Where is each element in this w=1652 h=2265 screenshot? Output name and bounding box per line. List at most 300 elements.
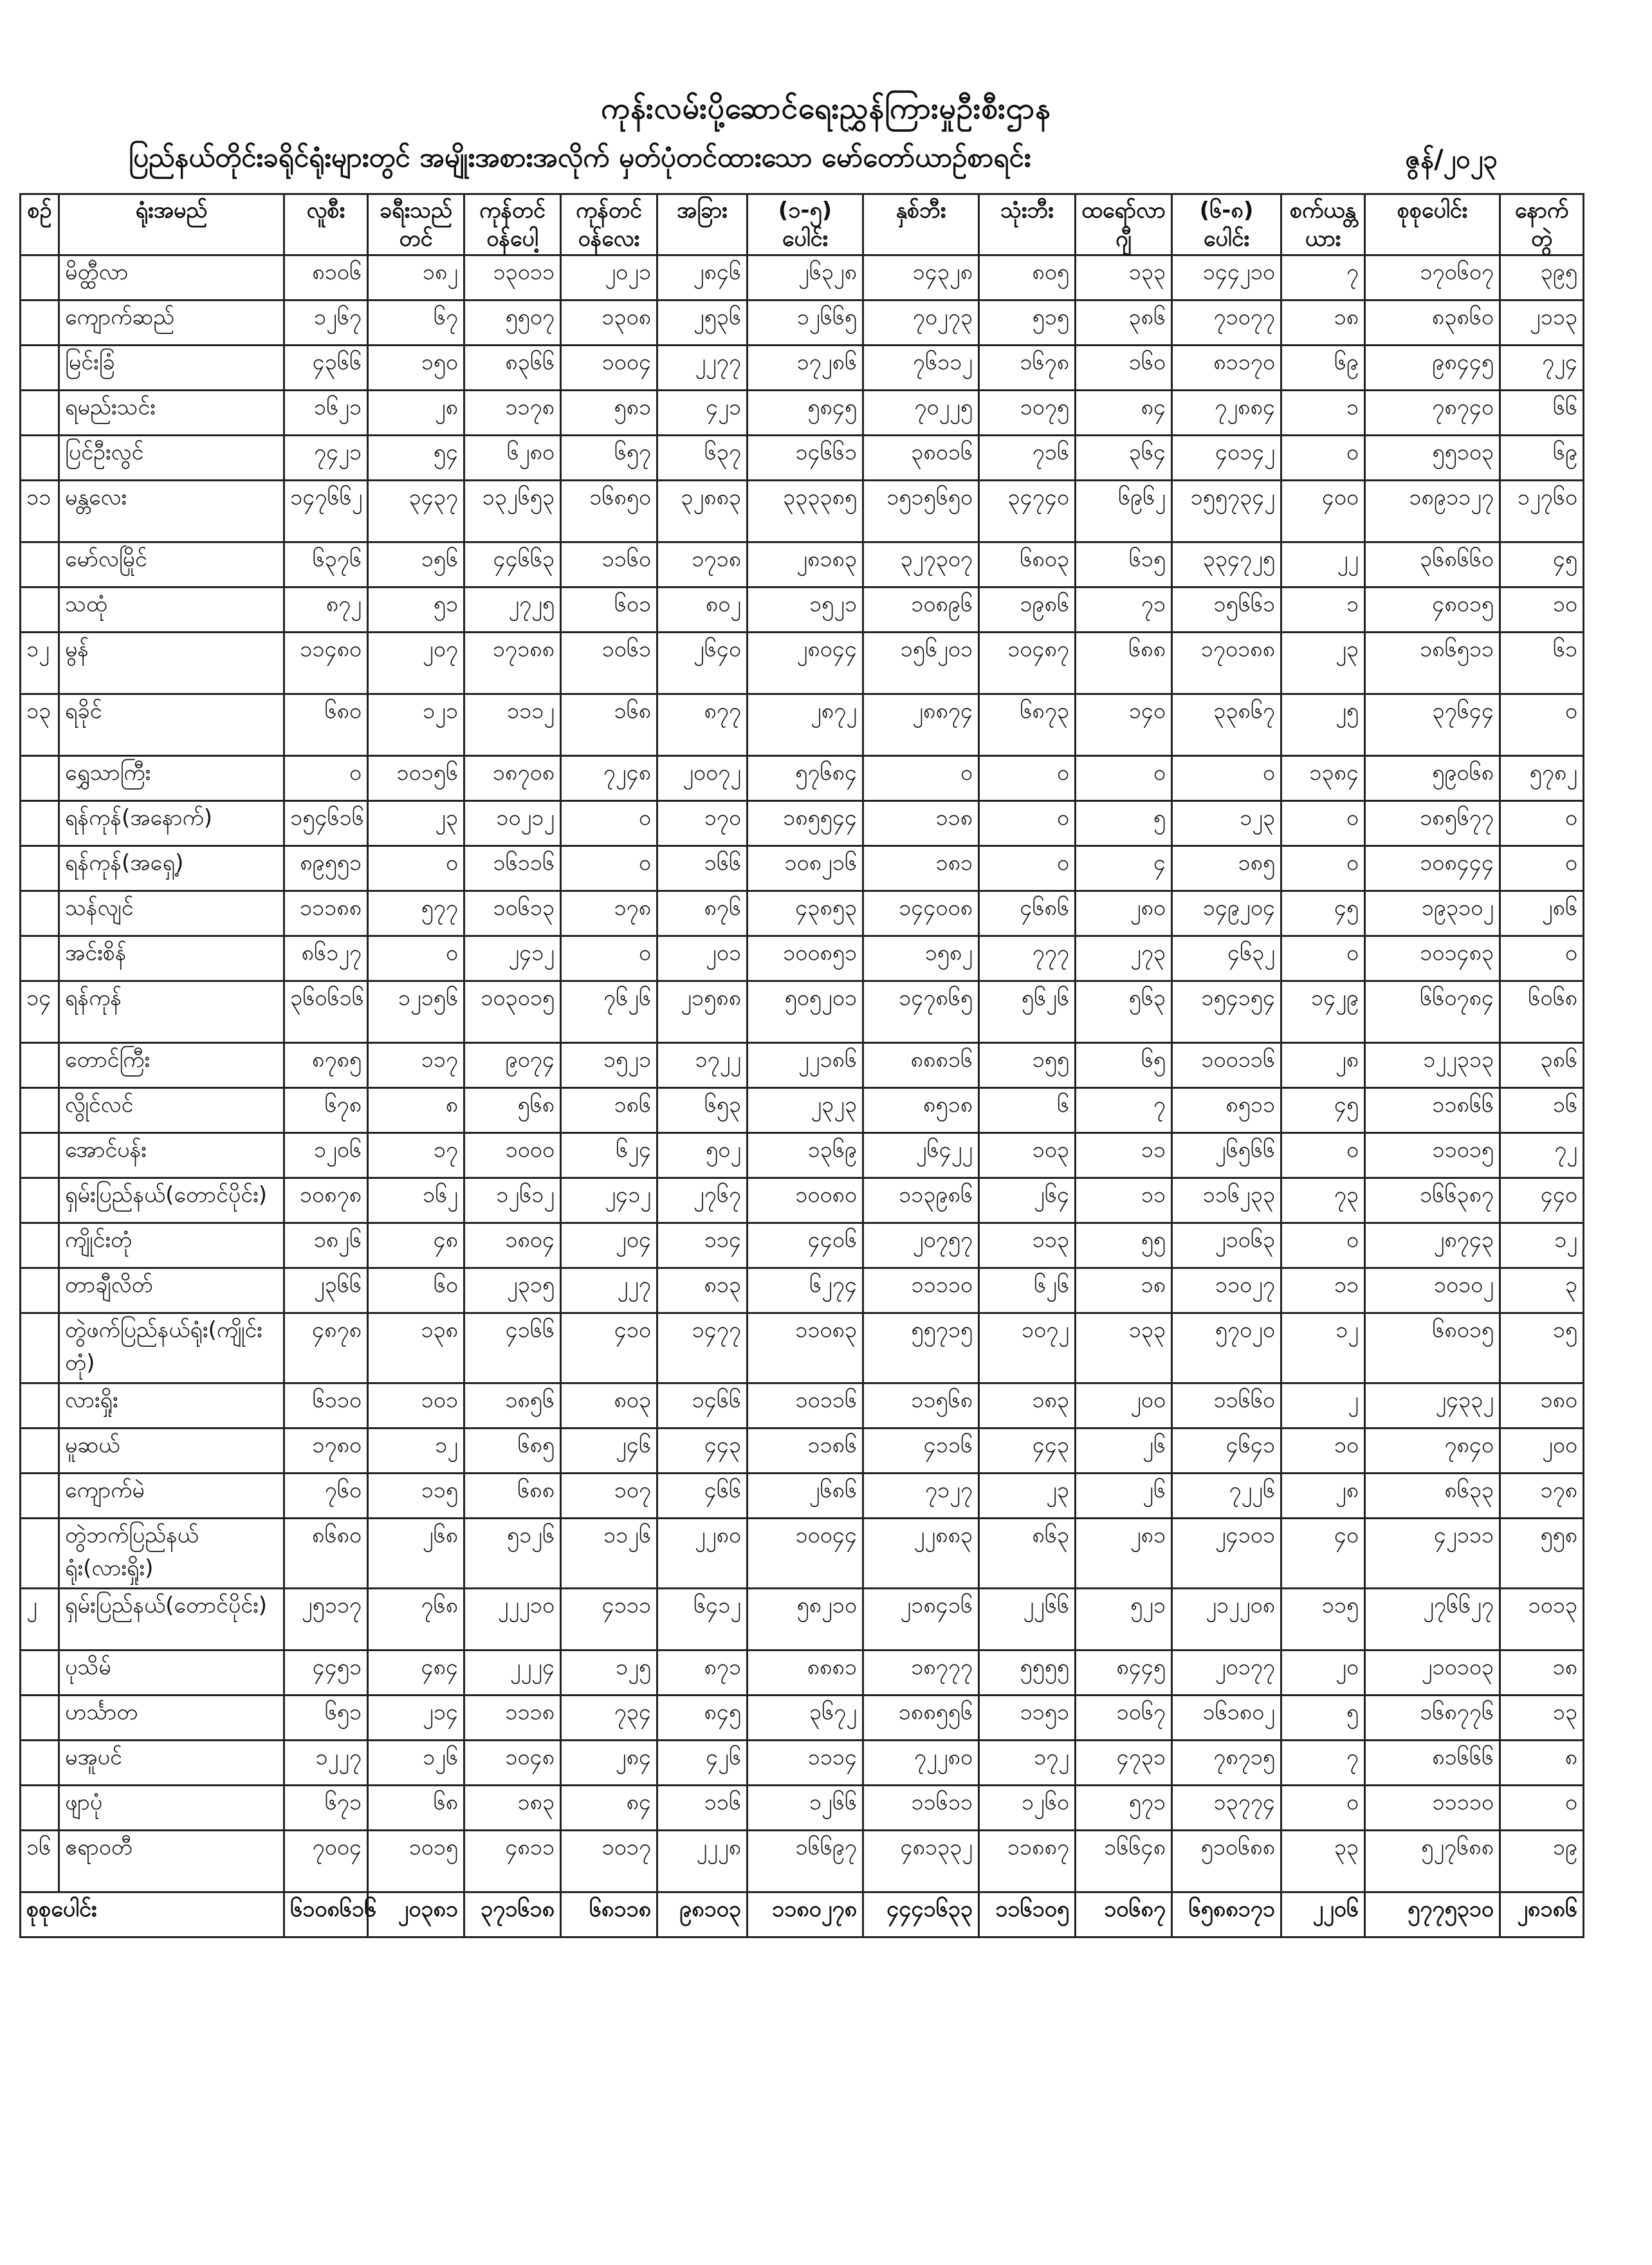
cell-value: ၁၀၀၈၀ bbox=[748, 1178, 863, 1223]
table-row bbox=[21, 481, 1584, 542]
table-row bbox=[21, 1223, 1584, 1268]
cell-value: ၁၁၈၆ bbox=[748, 1428, 863, 1474]
cell-value: ၈၅၁၈ bbox=[863, 1088, 979, 1133]
cell-value: ၄၇၃၁ bbox=[1076, 1741, 1172, 1786]
cell-value: ၁၉၈၆ bbox=[979, 587, 1076, 633]
cell-value: ၈၀၂ bbox=[657, 587, 748, 633]
cell-value: ၀ bbox=[1172, 756, 1281, 801]
cell-value: ၄၁၁၆ bbox=[863, 1428, 979, 1474]
cell-value: ၂၈ bbox=[1281, 1043, 1365, 1088]
cell-value: ၆၂၈၀ bbox=[464, 436, 561, 481]
row-number bbox=[21, 587, 59, 633]
office-name: မြင်းခြံ bbox=[59, 346, 284, 391]
cell-value: ၁၆၀ bbox=[1076, 346, 1172, 391]
table-row bbox=[21, 1383, 1584, 1428]
cell-value: ၆၂၆ bbox=[979, 1268, 1076, 1313]
cell-value: ၁၃၈၄ bbox=[1281, 756, 1365, 801]
cell-value: ၅၁၀၆၈၈ bbox=[1172, 1831, 1281, 1892]
cell-value: ၇၂၂၈၀ bbox=[863, 1741, 979, 1786]
cell-value: ၃၈၆ bbox=[1500, 1043, 1584, 1088]
cell-value: ၁၄၆၆၁ bbox=[748, 436, 863, 481]
cell-value: ၇၂၄၈ bbox=[561, 756, 657, 801]
row-number: ၁၂ bbox=[21, 633, 59, 694]
cell-value: ၀ bbox=[368, 936, 464, 981]
cell-value: ၇၆၂၆ bbox=[561, 981, 657, 1043]
cell-value: ၄၁၁၁ bbox=[561, 1589, 657, 1650]
cell-value: ၁၁၀၁၅ bbox=[1365, 1133, 1500, 1178]
cell-value: ၁၀၄၈ bbox=[464, 1741, 561, 1786]
cell-value: ၂၃ bbox=[368, 801, 464, 846]
cell-value: ၁၀၀၀ bbox=[464, 1133, 561, 1178]
cell-value: ၀ bbox=[561, 936, 657, 981]
cell-value: ၈၄၅ bbox=[657, 1696, 748, 1741]
total-value: ၆၅၈၈၁၇၁ bbox=[1172, 1892, 1281, 1937]
cell-value: ၂၂၂၄ bbox=[464, 1650, 561, 1696]
office-name: ရန်ကုန် bbox=[59, 981, 284, 1043]
cell-value: ၂၈၁၈၃ bbox=[748, 542, 863, 587]
table-row bbox=[21, 436, 1584, 481]
cell-value: ၇၈၄၀ bbox=[1365, 1428, 1500, 1474]
cell-value: ၁၈၂၆ bbox=[284, 1223, 368, 1268]
table-row bbox=[21, 1519, 1584, 1589]
row-number bbox=[21, 801, 59, 846]
cell-value: ၁၂၆၆ bbox=[748, 1786, 863, 1831]
cell-value: ၁၀၁၄၈၃ bbox=[1365, 936, 1500, 981]
cell-value: ၁၈၅၆ bbox=[464, 1383, 561, 1428]
cell-value: ၂၄၃၃၂ bbox=[1365, 1383, 1500, 1428]
cell-value: ၆၅ bbox=[1076, 1043, 1172, 1088]
cell-value: ၁၁၇၈ bbox=[464, 391, 561, 436]
cell-value: ၂၆၈၆ bbox=[748, 1474, 863, 1519]
cell-value: ၁၃၃ bbox=[1076, 255, 1172, 300]
cell-value: ၂၂၈၀ bbox=[657, 1519, 748, 1589]
column-header: နောက်တွဲ bbox=[1500, 194, 1584, 255]
column-header: စဉ် bbox=[21, 194, 59, 255]
cell-value: ၁၁၈၈၇ bbox=[979, 1831, 1076, 1892]
cell-value: ၁၀၀၈၅၁ bbox=[748, 936, 863, 981]
office-name: ရခိုင် bbox=[59, 694, 284, 756]
cell-value: ၀ bbox=[1281, 801, 1365, 846]
cell-value: ၂၈၀ bbox=[1076, 891, 1172, 936]
cell-value: ၃၃၃၃၈၅ bbox=[748, 481, 863, 542]
cell-value: ၆၅၁ bbox=[284, 1696, 368, 1741]
total-value: ၃၇၁၆၁၈ bbox=[464, 1892, 561, 1937]
cell-value: ၁၂ bbox=[1500, 1223, 1584, 1268]
table-row bbox=[21, 542, 1584, 587]
cell-value: ၁၁၀၂၇ bbox=[1172, 1268, 1281, 1313]
cell-value: ၁၈၅၅၄၄ bbox=[748, 801, 863, 846]
row-number bbox=[21, 1133, 59, 1178]
cell-value: ၃၈၆ bbox=[1076, 300, 1172, 346]
cell-value: ၅၅၇၁၅ bbox=[863, 1313, 979, 1383]
cell-value: ၇၀၀၄ bbox=[284, 1831, 368, 1892]
cell-value: ၁၁၃ bbox=[979, 1223, 1076, 1268]
cell-value: ၁၂၃ bbox=[1172, 801, 1281, 846]
cell-value: ၁ bbox=[1281, 391, 1365, 436]
cell-value: ၂၁၁၃ bbox=[1500, 300, 1584, 346]
cell-value: ၇၆၈ bbox=[368, 1589, 464, 1650]
cell-value: ၂၇၆၇ bbox=[657, 1178, 748, 1223]
cell-value: ၁၂ bbox=[1281, 1313, 1365, 1383]
cell-value: ၁၆၆၃၈၇ bbox=[1365, 1178, 1500, 1223]
cell-value: ၂၂၇၇ bbox=[657, 346, 748, 391]
cell-value: ၄၅ bbox=[1281, 1088, 1365, 1133]
cell-value: ၁၀ bbox=[1281, 1428, 1365, 1474]
cell-value: ၁၁၆၆၀ bbox=[1172, 1383, 1281, 1428]
cell-value: ၀ bbox=[1500, 801, 1584, 846]
cell-value: ၁၈၁ bbox=[863, 846, 979, 891]
cell-value: ၀ bbox=[979, 801, 1076, 846]
total-value: ၂၈၁၈၆ bbox=[1500, 1892, 1584, 1937]
table-row bbox=[21, 1741, 1584, 1786]
cell-value: ၆၈၀၃ bbox=[979, 542, 1076, 587]
cell-value: ၅၅၁၀၃ bbox=[1365, 436, 1500, 481]
cell-value: ၄၂၁ bbox=[657, 391, 748, 436]
cell-value: ၁၁၆၀ bbox=[561, 542, 657, 587]
cell-value: ၁၀၀၄၄ bbox=[748, 1519, 863, 1589]
row-number bbox=[21, 391, 59, 436]
cell-value: ၁၁၃၉၈၆ bbox=[863, 1178, 979, 1223]
cell-value: ၅၀၅၂၀၁ bbox=[748, 981, 863, 1043]
cell-value: ၂၁၂၂၀၈ bbox=[1172, 1589, 1281, 1650]
cell-value: ၁၅၁၅၆၅၀ bbox=[863, 481, 979, 542]
cell-value: ၂၇၂၅ bbox=[464, 587, 561, 633]
cell-value: ၁၈ bbox=[1500, 1650, 1584, 1696]
cell-value: ၁၈၉၁၁၂၇ bbox=[1365, 481, 1500, 542]
row-number bbox=[21, 1223, 59, 1268]
cell-value: ၇၁၂၇ bbox=[863, 1474, 979, 1519]
cell-value: ၈၅၁၁ bbox=[1172, 1088, 1281, 1133]
cell-value: ၂၃ bbox=[1281, 633, 1365, 694]
cell-value: ၁၂ bbox=[368, 1428, 464, 1474]
cell-value: ၂၀၀ bbox=[1076, 1383, 1172, 1428]
cell-value: ၂၀၁ bbox=[657, 936, 748, 981]
office-name: ရှမ်းပြည်နယ်(တောင်ပိုင်း) bbox=[59, 1589, 284, 1650]
cell-value: ၇ bbox=[1281, 255, 1365, 300]
office-name: မူဆယ် bbox=[59, 1428, 284, 1474]
cell-value: ၃၂၇၃၀၇ bbox=[863, 542, 979, 587]
cell-value: ၅၈၄၅ bbox=[748, 391, 863, 436]
cell-value: ၁၇ bbox=[368, 1133, 464, 1178]
cell-value: ၅၂၁ bbox=[1076, 1589, 1172, 1650]
cell-value: ၁၅၄၆၁၆ bbox=[284, 801, 368, 846]
cell-value: ၂၆ bbox=[1076, 1474, 1172, 1519]
cell-value: ၁၄၇၆၆၂ bbox=[284, 481, 368, 542]
office-name: တွဲဖက်ပြည်နယ်ရုံး(ကျိုင်းတုံ) bbox=[59, 1313, 284, 1383]
cell-value: ၂၀၇ bbox=[368, 633, 464, 694]
cell-value: ၀ bbox=[1281, 1786, 1365, 1831]
cell-value: ၁၅၀ bbox=[368, 346, 464, 391]
cell-value: ၂၇၃ bbox=[1076, 936, 1172, 981]
cell-value: ၁၈ bbox=[1281, 300, 1365, 346]
cell-value: ၃၃၈၆၇ bbox=[1172, 694, 1281, 756]
cell-value: ၂၁၈၄၁၆ bbox=[863, 1589, 979, 1650]
cell-value: ၅၅ bbox=[1076, 1223, 1172, 1268]
cell-value: ၆၀၆၈ bbox=[1500, 981, 1584, 1043]
cell-value: ၄၀၁၄၂ bbox=[1172, 436, 1281, 481]
row-number bbox=[21, 1519, 59, 1589]
row-number: ၁၆ bbox=[21, 1831, 59, 1892]
table-row bbox=[21, 300, 1584, 346]
cell-value: ၆၁၅ bbox=[1076, 542, 1172, 587]
total-row bbox=[21, 1892, 1584, 1937]
cell-value: ၁၆၆၄၈ bbox=[1076, 1831, 1172, 1892]
cell-value: ၁၇၀၆၀၇ bbox=[1365, 255, 1500, 300]
total-value: ၆၁၀၈၆၁၆ bbox=[284, 1892, 368, 1937]
cell-value: ၆၉ bbox=[1281, 346, 1365, 391]
cell-value: ၁၇၈ bbox=[561, 891, 657, 936]
cell-value: ၂၅၁၁၇ bbox=[284, 1589, 368, 1650]
column-header: သုံးဘီး bbox=[979, 194, 1076, 255]
cell-value: ၁၈၇၀၈ bbox=[464, 756, 561, 801]
table-row bbox=[21, 255, 1584, 300]
cell-value: ၀ bbox=[284, 756, 368, 801]
cell-value: ၀ bbox=[1281, 936, 1365, 981]
cell-value: ၀ bbox=[1281, 846, 1365, 891]
cell-value: ၅၅၀၇ bbox=[464, 300, 561, 346]
column-header: စက်ယန္တယား bbox=[1281, 194, 1365, 255]
cell-value: ၆၇၈ bbox=[284, 1088, 368, 1133]
row-number bbox=[21, 436, 59, 481]
cell-value: ၀ bbox=[1500, 1786, 1584, 1831]
cell-value: ၀ bbox=[1500, 936, 1584, 981]
cell-value: ၇၂၈၈၄ bbox=[1172, 391, 1281, 436]
cell-value: ၁၀၇၅ bbox=[979, 391, 1076, 436]
cell-value: ၈၁၆၆၆ bbox=[1365, 1741, 1500, 1786]
cell-value: ၈၇၂ bbox=[284, 587, 368, 633]
cell-value: ၇၂ bbox=[1500, 1133, 1584, 1178]
cell-value: ၁၆၂၁ bbox=[284, 391, 368, 436]
cell-value: ၁၂၆၁၂ bbox=[464, 1178, 561, 1223]
office-name: ကျောက်မဲ bbox=[59, 1474, 284, 1519]
cell-value: ၄၄၃ bbox=[657, 1428, 748, 1474]
cell-value: ၁၀ bbox=[1500, 587, 1584, 633]
office-name: ပုသိမ် bbox=[59, 1650, 284, 1696]
cell-value: ၅၄ bbox=[368, 436, 464, 481]
cell-value: ၁၇၁၈၈ bbox=[464, 633, 561, 694]
cell-value: ၂၈ bbox=[1281, 1474, 1365, 1519]
cell-value: ၂၁၀၆၃ bbox=[1172, 1223, 1281, 1268]
cell-value: ၁၅၂၁ bbox=[748, 587, 863, 633]
cell-value: ၁၁၁၄ bbox=[748, 1741, 863, 1786]
cell-value: ၁၅၂၁ bbox=[561, 1043, 657, 1088]
cell-value: ၆၂၇၄ bbox=[748, 1268, 863, 1313]
cell-value: ၁၄၀ bbox=[1076, 694, 1172, 756]
cell-value: ၇၈၇၄၀ bbox=[1365, 391, 1500, 436]
cell-value: ၁၁၆၁၁ bbox=[863, 1786, 979, 1831]
cell-value: ၇၂၄ bbox=[1500, 346, 1584, 391]
cell-value: ၀ bbox=[1281, 436, 1365, 481]
row-number bbox=[21, 891, 59, 936]
table-row bbox=[21, 346, 1584, 391]
cell-value: ၇၇၇ bbox=[979, 936, 1076, 981]
column-header: ခရီးသည်တင် bbox=[368, 194, 464, 255]
cell-value: ၁၆၂ bbox=[368, 1178, 464, 1223]
office-name: တာချီလိတ် bbox=[59, 1268, 284, 1313]
cell-value: ၁၁၅ bbox=[1281, 1589, 1365, 1650]
cell-value: ၄၀ bbox=[1281, 1519, 1365, 1589]
cell-value: ၃၃ bbox=[1281, 1831, 1365, 1892]
cell-value: ၅၆၃ bbox=[1076, 981, 1172, 1043]
cell-value: ၁၇၂၈၆ bbox=[748, 346, 863, 391]
cell-value: ၆၂၄ bbox=[561, 1133, 657, 1178]
cell-value: ၁၃၃ bbox=[1076, 1313, 1172, 1383]
cell-value: ၄၅ bbox=[1281, 891, 1365, 936]
cell-value: ၄၄၃ bbox=[979, 1428, 1076, 1474]
cell-value: ၆၀၁ bbox=[561, 587, 657, 633]
cell-value: ၁၆၁၈၀၂ bbox=[1172, 1696, 1281, 1741]
cell-value: ၂၆၃၂၈ bbox=[748, 255, 863, 300]
cell-value: ၈၆၃၃ bbox=[1365, 1474, 1500, 1519]
office-name: လားရှိုး bbox=[59, 1383, 284, 1428]
cell-value: ၁၄၇၈၆၅ bbox=[863, 981, 979, 1043]
vehicle-table bbox=[19, 193, 1584, 1938]
row-number bbox=[21, 1650, 59, 1696]
cell-value: ၂၂၆၆ bbox=[979, 1589, 1076, 1650]
cell-value: ၂၄၁၂ bbox=[464, 936, 561, 981]
cell-value: ၈၄ bbox=[561, 1786, 657, 1831]
cell-value: ၁၇၈ bbox=[1500, 1474, 1584, 1519]
cell-value: ၂၆၈ bbox=[368, 1519, 464, 1589]
office-name: ရမည်းသင်း bbox=[59, 391, 284, 436]
office-name: အောင်ပန်း bbox=[59, 1133, 284, 1178]
cell-value: ၁၂၁၅၆ bbox=[368, 981, 464, 1043]
cell-value: ၂ bbox=[1281, 1383, 1365, 1428]
row-number bbox=[21, 255, 59, 300]
table-row bbox=[21, 846, 1584, 891]
document-reference: ဇွန်/၂၀၂၃ bbox=[1405, 145, 1498, 174]
cell-value: ၁၁၄ bbox=[657, 1223, 748, 1268]
cell-value: ၂၈ bbox=[368, 391, 464, 436]
column-header: အခြား bbox=[657, 194, 748, 255]
total-label: စုစုပေါင်း bbox=[21, 1892, 284, 1937]
row-number: ၂ bbox=[21, 1589, 59, 1650]
cell-value: ၃၇၆၄၄ bbox=[1365, 694, 1500, 756]
cell-value: ၃၆၄ bbox=[1076, 436, 1172, 481]
table-row bbox=[21, 936, 1584, 981]
office-name: တောင်ကြီး bbox=[59, 1043, 284, 1088]
cell-value: ၁၁၈၆၆ bbox=[1365, 1088, 1500, 1133]
cell-value: ၁၈ bbox=[1076, 1268, 1172, 1313]
table-row bbox=[21, 1133, 1584, 1178]
cell-value: ၁၀၆၁၃ bbox=[464, 891, 561, 936]
cell-value: ၄၈၁၃၃၂ bbox=[863, 1831, 979, 1892]
cell-value: ၂၈၀၄၄ bbox=[748, 633, 863, 694]
cell-value: ၂၀၀ bbox=[1500, 1428, 1584, 1474]
table-row bbox=[21, 1650, 1584, 1696]
total-value: ၄၄၄၁၆၃၃ bbox=[863, 1892, 979, 1937]
cell-value: ၁၁၅ bbox=[368, 1474, 464, 1519]
cell-value: ၄၄၆၆၃ bbox=[464, 542, 561, 587]
cell-value: ၁၂၇၆၀ bbox=[1500, 481, 1584, 542]
cell-value: ၁၇၈၀ bbox=[284, 1428, 368, 1474]
cell-value: ၁၁၈ bbox=[863, 801, 979, 846]
office-name: မော်လမြိုင် bbox=[59, 542, 284, 587]
table-header-row bbox=[21, 194, 1584, 255]
table-row bbox=[21, 1428, 1584, 1474]
cell-value: ၁၄၆၆ bbox=[657, 1383, 748, 1428]
cell-value: ၄၄၀ bbox=[1500, 1178, 1584, 1223]
cell-value: ၄၃၆၆ bbox=[284, 346, 368, 391]
office-name: မိတ္ထီလာ bbox=[59, 255, 284, 300]
cell-value: ၁၈၀၄ bbox=[464, 1223, 561, 1268]
cell-value: ၁၈၃ bbox=[979, 1383, 1076, 1428]
cell-value: ၄၄၀၆ bbox=[748, 1223, 863, 1268]
row-number: ၁၃ bbox=[21, 694, 59, 756]
cell-value: ၁၀၃ bbox=[979, 1133, 1076, 1178]
total-value: ၂၂၀၆ bbox=[1281, 1892, 1365, 1937]
cell-value: ၆၉ bbox=[1500, 436, 1584, 481]
cell-value: ၇၁၀၇၇ bbox=[1172, 300, 1281, 346]
cell-value: ၈၀၅ bbox=[979, 255, 1076, 300]
cell-value: ၈၇၆ bbox=[657, 891, 748, 936]
table-row bbox=[21, 1178, 1584, 1223]
table-row bbox=[21, 1088, 1584, 1133]
total-value: ၅၇၇၅၃၁၀ bbox=[1365, 1892, 1500, 1937]
cell-value: ၃၆၈၆၆၀ bbox=[1365, 542, 1500, 587]
cell-value: ၃၉၅ bbox=[1500, 255, 1584, 300]
cell-value: ၂၄၆ bbox=[561, 1428, 657, 1474]
cell-value: ၁၅၅၇၃၄၂ bbox=[1172, 481, 1281, 542]
cell-value: ၅၇၀၂၀ bbox=[1172, 1313, 1281, 1383]
cell-value: ၃၄၇၄၀ bbox=[979, 481, 1076, 542]
cell-value: ၈၆၃ bbox=[979, 1519, 1076, 1589]
cell-value: ၂၂၈၈၃ bbox=[863, 1519, 979, 1589]
cell-value: ၈၆၈၀ bbox=[284, 1519, 368, 1589]
table-row bbox=[21, 981, 1584, 1043]
row-number bbox=[21, 1383, 59, 1428]
cell-value: ၁၁၇ bbox=[368, 1043, 464, 1088]
row-number bbox=[21, 1043, 59, 1088]
cell-value: ၄၈၇၈ bbox=[284, 1313, 368, 1383]
cell-value: ၄၆၄၁ bbox=[1172, 1428, 1281, 1474]
row-number bbox=[21, 1696, 59, 1741]
cell-value: ၁၀၆၇ bbox=[1076, 1696, 1172, 1741]
office-name: ဟင်္သာတ bbox=[59, 1696, 284, 1741]
cell-value: ၃၄၃၇ bbox=[368, 481, 464, 542]
table-row bbox=[21, 1474, 1584, 1519]
cell-value: ၁၁၁၂ bbox=[464, 694, 561, 756]
cell-value: ၁၈၀ bbox=[1500, 1383, 1584, 1428]
cell-value: ၁၆၁၁၆ bbox=[464, 846, 561, 891]
cell-value: ၄၅ bbox=[1500, 542, 1584, 587]
cell-value: ၈ bbox=[368, 1088, 464, 1133]
cell-value: ၁၂၆၀ bbox=[979, 1786, 1076, 1831]
cell-value: ၇၄၂၁ bbox=[284, 436, 368, 481]
cell-value: ၁၀၁၁၆ bbox=[748, 1383, 863, 1428]
office-name: ကျောက်ဆည် bbox=[59, 300, 284, 346]
cell-value: ၅၈၁ bbox=[561, 391, 657, 436]
cell-value: ၂၀၁၇၇ bbox=[1172, 1650, 1281, 1696]
cell-value: ၁၃၀၈ bbox=[561, 300, 657, 346]
cell-value: ၁၆၈ bbox=[561, 694, 657, 756]
cell-value: ၃၆၀၆၁၆ bbox=[284, 981, 368, 1043]
office-name: မန္တလေး bbox=[59, 481, 284, 542]
cell-value: ၁၄၄၂၁၀ bbox=[1172, 255, 1281, 300]
office-name: တွဲဘက်ပြည်နယ်ရုံး(လားရှိုး) bbox=[59, 1519, 284, 1589]
cell-value: ၁၆၆ bbox=[657, 846, 748, 891]
office-name: ဧရာဝတီ bbox=[59, 1831, 284, 1892]
cell-value: ၁၀၈၂၁၆ bbox=[748, 846, 863, 891]
cell-value: ၆၁၁၀ bbox=[284, 1383, 368, 1428]
cell-value: ၀ bbox=[1500, 694, 1584, 756]
cell-value: ၀ bbox=[368, 846, 464, 891]
cell-value: ၄၃၈၅၃ bbox=[748, 891, 863, 936]
cell-value: ၁၁၂၆ bbox=[561, 1519, 657, 1589]
cell-value: ၄၄၅၁ bbox=[284, 1650, 368, 1696]
office-name: သထုံ bbox=[59, 587, 284, 633]
cell-value: ၈၇၇ bbox=[657, 694, 748, 756]
